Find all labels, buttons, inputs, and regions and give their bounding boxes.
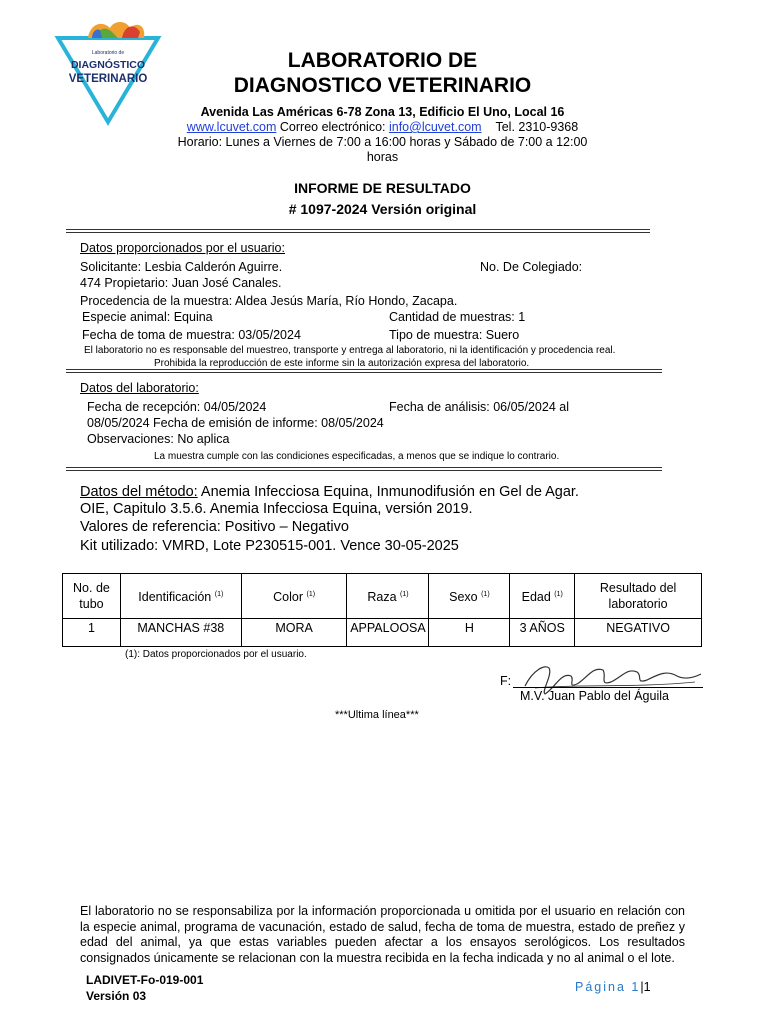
table-header-row (63, 574, 702, 619)
method-line-3: Valores de referencia: Positivo – Negativo (80, 519, 349, 535)
table-row (63, 619, 702, 647)
method-heading: Datos del método: (80, 484, 198, 500)
cell-tubo: 1 (63, 619, 121, 647)
page-label: Página (575, 980, 626, 994)
procedencia: Procedencia de la muestra: Aldea Jesús María, Río Hondo, Zacapa. (80, 294, 458, 308)
propietario: 474 Propietario: Juan José Canales. (80, 276, 282, 290)
fecha-emision: 08/05/2024 Fecha de emisión de informe: 08/05/2024 (87, 416, 384, 430)
disclaimer-2: Prohibida la reproducción de este informe sin la autorización expresa del laboratorio. (154, 358, 530, 369)
form-code: LADIVET-Fo-019-001 (86, 973, 204, 987)
cell-sexo: H (429, 619, 510, 647)
svg-text:DIAGNÓSTICO: DIAGNÓSTICO (70, 59, 146, 71)
lab-contact (170, 120, 595, 135)
fecha-recepcion: Fecha de recepción: 04/05/2024 (87, 400, 267, 414)
solicitante: Solicitante: Lesbia Calderón Aguirre. (80, 260, 283, 274)
divider (66, 229, 650, 233)
cell-resultado: NEGATIVO (575, 619, 702, 647)
disclaimer-1: El laboratorio no es responsable del muestreo, transporte y entrega al laboratorio, ni la identificación y procedencia real. (84, 345, 616, 356)
method-line-1 (80, 483, 579, 501)
col-edad: Edad $^{(1)}$ (510, 574, 575, 619)
svg-text:VETERINARIO: VETERINARIO (68, 73, 148, 85)
hours-line-2: horas (366, 150, 399, 164)
method-line-4: Kit utilizado: VMRD, Lote P230515-001. Vence 30-05-2025 (80, 538, 459, 554)
fecha-analisis: Fecha de análisis: 06/05/2024 al (389, 400, 569, 414)
col-resultado: Resultado del laboratorio (575, 574, 702, 619)
title-line-2: DIAGNOSTICO VETERINARIO (233, 74, 532, 97)
lab-hours (170, 135, 595, 165)
results-table (62, 573, 702, 647)
cell-edad: 3 AÑOS (510, 619, 575, 647)
especie: Especie animal: Equina (82, 310, 213, 324)
col-identificacion: Identificación $^{(1)}$ (120, 574, 241, 619)
page-number: Página 1|1 (575, 980, 651, 994)
col-tubo: No. de tubo (63, 574, 121, 619)
colegiado: No. De Colegiado: (480, 260, 583, 274)
sample-note: La muestra cumple con las condiciones especificadas, a menos que se indique lo contrario. (154, 451, 560, 462)
website-link[interactable]: www.lcuvet.com (186, 120, 277, 134)
tipo-muestra: Tipo de muestra: Suero (389, 328, 520, 342)
lab-address: Avenida Las Américas 6-78 Zona 13, Edificio El Uno, Local 16 (200, 105, 565, 119)
method-line-2: OIE, Capitulo 3.5.6. Anemia Infecciosa Equina, versión 2019. (80, 501, 473, 517)
footer-disclaimer: El laboratorio no se responsabiliza por la información proporcionada u omitida por el usuario en relación con la especie animal, programa de vacunación, estado de salud, fecha de toma de muestra, estado de preñez y edad del animal, ya que estas variables pueden afectar a los ensayos serológicos. Los resultados consignados únicamente se relacionan con la muestra recibida en la fecha indicada y no al animal o el lote. (80, 904, 685, 965)
lab-data-heading: Datos del laboratorio: (80, 381, 199, 395)
lab-title (180, 48, 585, 98)
cantidad: Cantidad de muestras: 1 (389, 310, 526, 324)
hours-line-1: Horario: Lunes a Viernes de 7:00 a 16:00 horas y Sábado de 7:00 a 12:00 (177, 135, 588, 149)
phone: Tel. 2310-9368 (495, 120, 579, 134)
report-number: # 1097-2024 Versión original (288, 201, 477, 217)
report-title: INFORME DE RESULTADO (294, 180, 471, 196)
title-line-1: LABORATORIO DE (287, 49, 478, 72)
cell-identificacion: MANCHAS #38 (120, 619, 241, 647)
cell-color: MORA (241, 619, 347, 647)
cell-raza: APPALOOSA (347, 619, 429, 647)
form-version: Versión 03 (86, 989, 147, 1003)
signatory-name: M.V. Juan Pablo del Águila (520, 689, 669, 703)
svg-text:Laboratorio de: Laboratorio de (91, 50, 125, 56)
email-label: Correo electrónico: (279, 120, 386, 134)
lab-logo (52, 16, 164, 126)
signature-label: F: (500, 674, 512, 688)
user-data-heading: Datos proporcionados por el usuario: (80, 241, 285, 255)
table-footnote: (1): Datos proporcionados por el usuario. (125, 649, 307, 660)
observaciones: Observaciones: No aplica (87, 432, 230, 446)
col-color: Color $^{(1)}$ (241, 574, 347, 619)
email-link[interactable]: info@lcuvet.com (388, 120, 482, 134)
divider (66, 467, 662, 471)
method-name: Anemia Infecciosa Equina, Inmunodifusión en Gel de Agar. (197, 484, 579, 500)
col-sexo: Sexo $^{(1)}$ (429, 574, 510, 619)
divider (66, 369, 662, 373)
fecha-toma: Fecha de toma de muestra: 03/05/2024 (82, 328, 301, 342)
page-total: 1 (643, 980, 651, 994)
col-raza: Raza $^{(1)}$ (347, 574, 429, 619)
last-line: ***Ultima línea*** (335, 709, 419, 721)
page-current: 1 (631, 980, 641, 994)
